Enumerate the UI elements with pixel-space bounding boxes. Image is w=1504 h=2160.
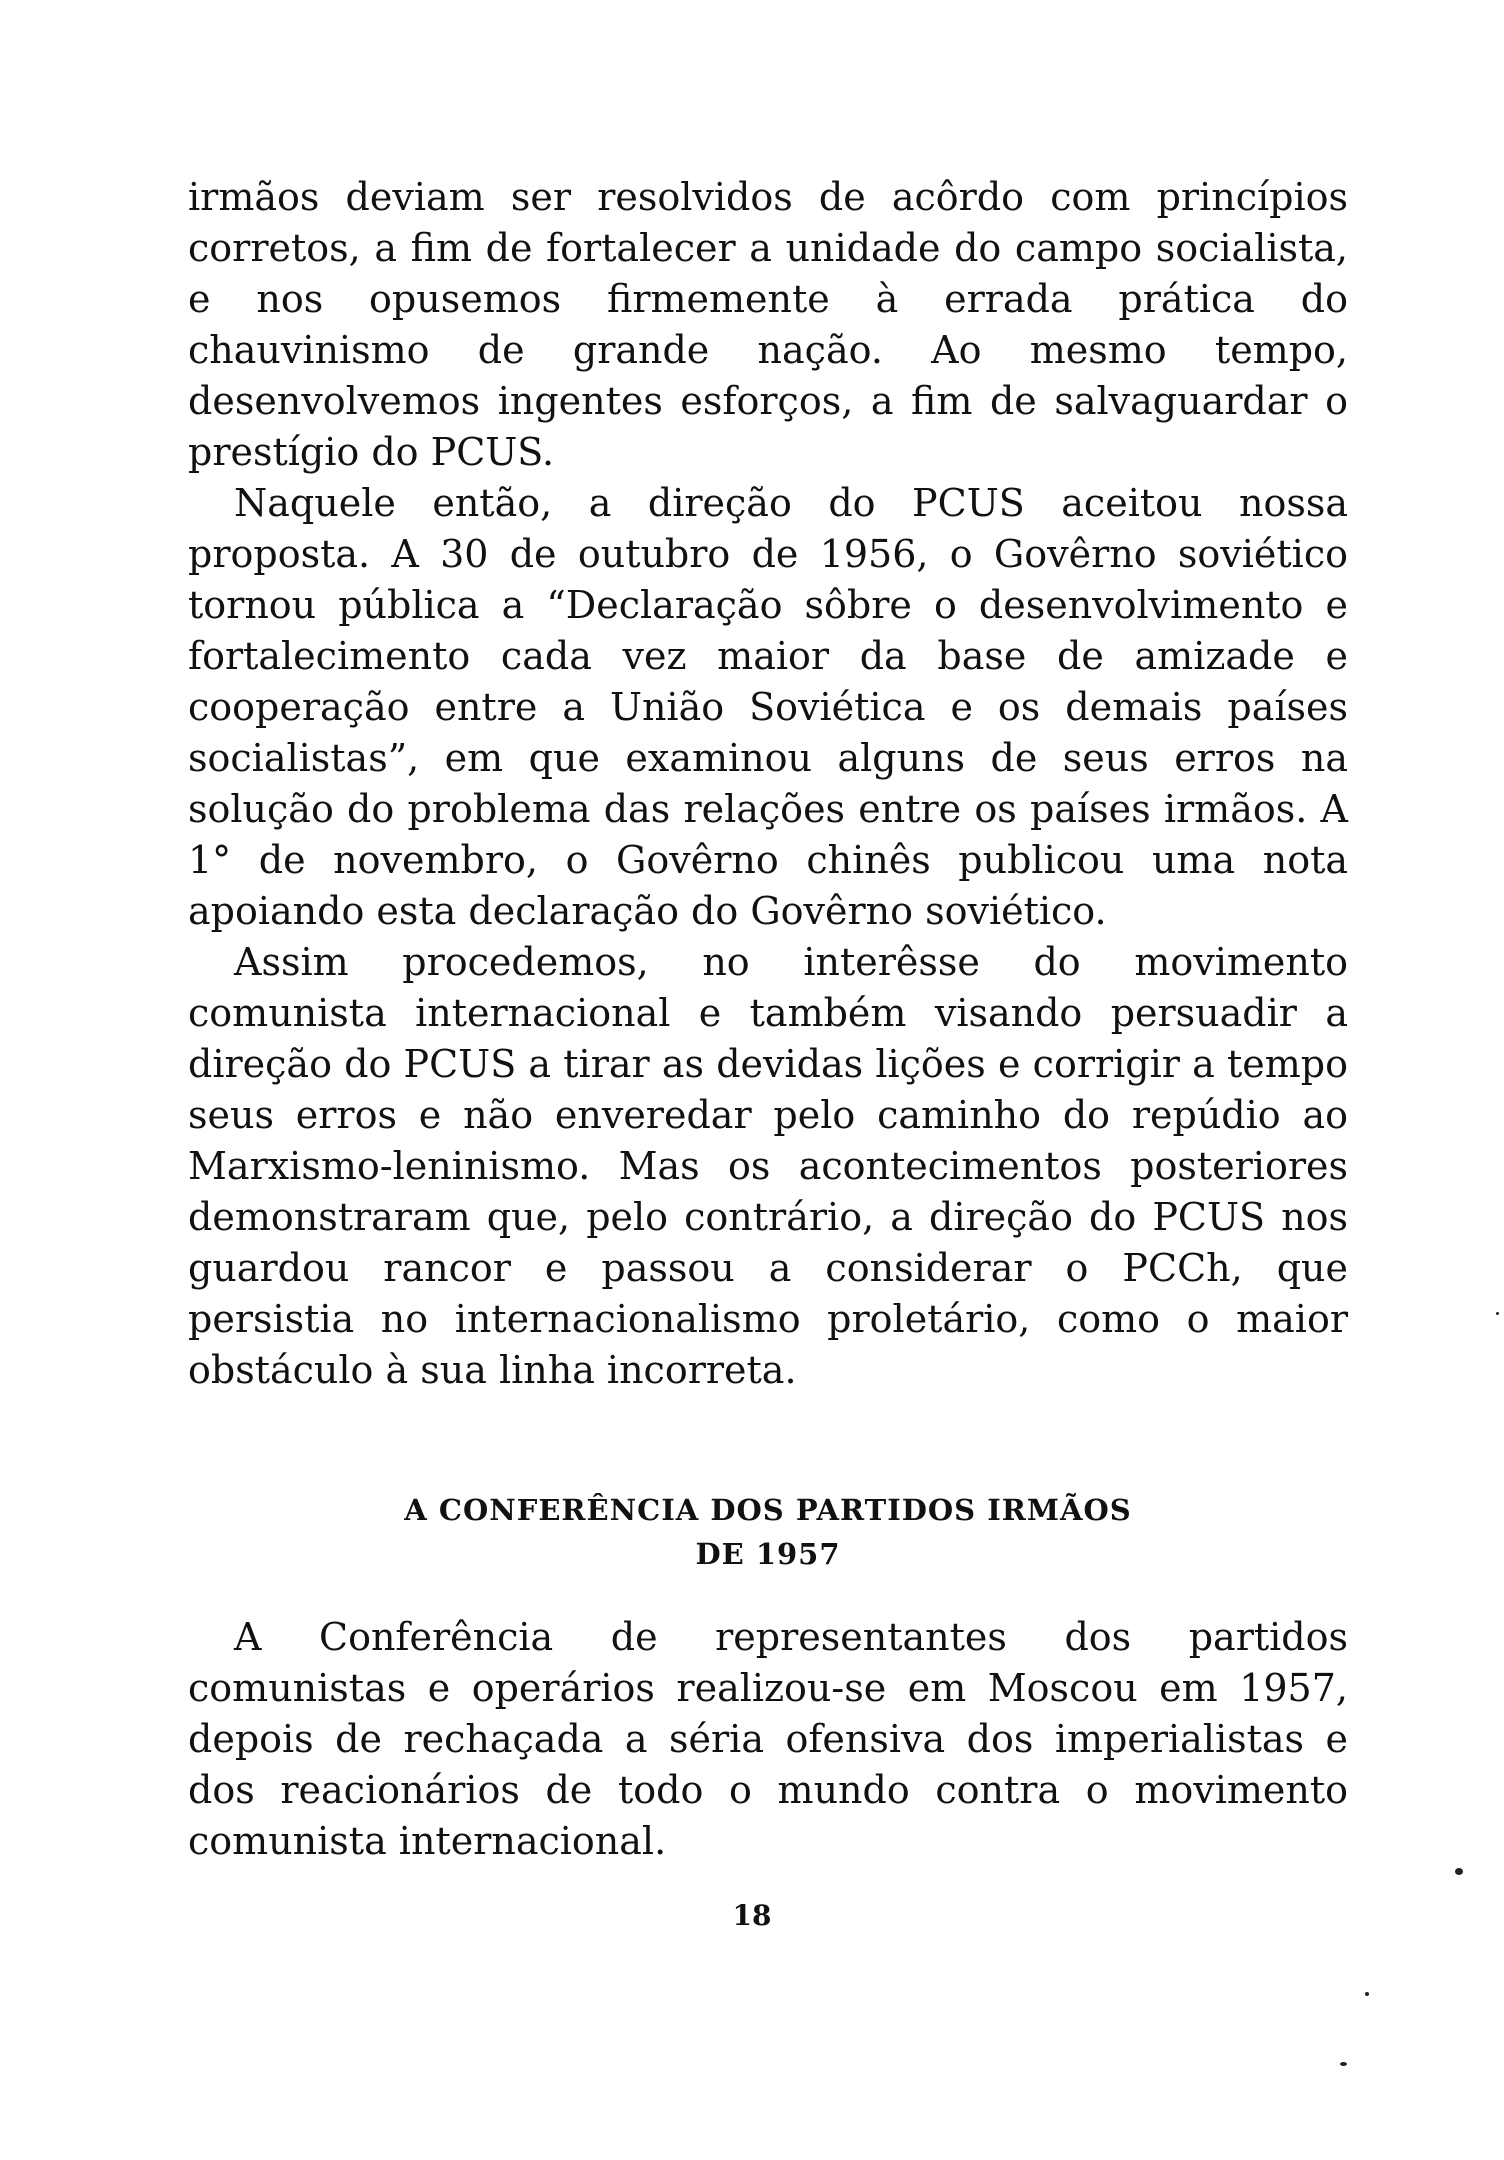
scan-speck bbox=[1340, 2062, 1347, 2066]
paragraph-persuasion: Assim procedemos, no interêsse do movimento comunista internacional e também visando persuadir a direção do PCUS a tirar as devidas lições e corrigir a tempo seus erros e não enveredar pelo caminho do repúdio ao Marxismo-leninismo. Mas os acontecimentos posteriores demonstraram que, pelo contrário, a direção do PCUS nos guardou rancor e passou a considerar o PCCh, que persistia no internacionalismo proletário, como o maior obstáculo à sua linha incorreta. bbox=[188, 940, 1348, 1392]
section-heading-line-1: A CONFERÊNCIA DOS PARTIDOS IRMÃOS bbox=[404, 1493, 1132, 1527]
section-heading bbox=[188, 1488, 1348, 1576]
scan-speck bbox=[1496, 1312, 1499, 1315]
paragraph-continuation: irmãos deviam ser resolvidos de acôrdo com princípios corretos, a fim de fortalecer a unidade do campo socialista, e nos opusemos firmemente à errada prática do chauvinismo de grande nação. Ao mesmo tempo, desenvolvemos ingentes esforços, a fim de salvaguardar o prestígio do PCUS. bbox=[188, 175, 1348, 474]
scan-speck bbox=[1455, 1868, 1463, 1875]
upper-text-block bbox=[188, 172, 1348, 1396]
paragraph-conference: A Conferência de representantes dos partidos comunistas e operários realizou-se em Moscou em 1957, depois de rechaçada a séria ofensiva dos imperialistas e dos reacionários de todo o mundo contra o movimento comunista internacional. bbox=[188, 1615, 1348, 1863]
lower-text-block bbox=[188, 1612, 1348, 1867]
paragraph-declaration: Naquele então, a direção do PCUS aceitou nossa proposta. A 30 de outubro de 1956, o Govêrno soviético tornou pública a “Declaração sôbre o desenvolvimento e fortalecimento cada vez maior da base de amizade e cooperação entre a União Soviética e os demais países socialistas”, em que examinou alguns de seus erros na solução do problema das relações entre os países irmãos. A 1° de novembro, o Govêrno chinês publicou uma nota apoiando esta declaração do Govêrno soviético. bbox=[188, 481, 1348, 933]
section-heading-line-2: DE 1957 bbox=[695, 1537, 841, 1571]
page-number: 18 bbox=[732, 1899, 772, 1932]
scan-speck bbox=[1365, 1992, 1369, 1996]
